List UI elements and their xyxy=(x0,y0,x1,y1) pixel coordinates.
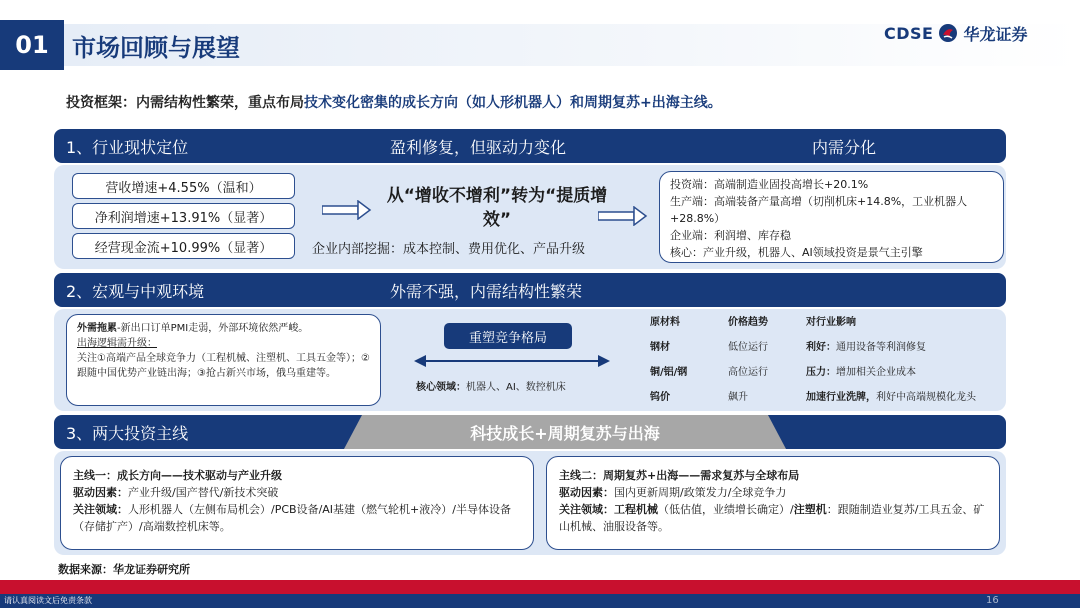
focus-highlight: 注塑机 xyxy=(793,503,827,516)
double-arrow-icon xyxy=(414,352,610,370)
mainline-two-card xyxy=(546,456,1000,550)
table-row-trend: 低位运行 xyxy=(728,342,768,353)
logo-cdse: CDSE xyxy=(884,23,934,43)
focus-label: 关注领域： xyxy=(73,503,128,516)
section2-theme: 外需不强，内需结构性繁荣 xyxy=(390,282,583,301)
table-row-impact xyxy=(806,338,926,353)
table-header-impact: 对行业影响 xyxy=(806,317,856,328)
section1-title: 1、行业现状定位 xyxy=(66,138,189,157)
table-header-material: 原材料 xyxy=(650,317,680,328)
mainline-one-title: 主线一：成长方向——技术驱动与产业升级 xyxy=(73,469,282,482)
mainline-two-focus xyxy=(559,501,987,535)
page-title: 市场回顾与展望 xyxy=(72,34,240,62)
table-row-material: 钨价 xyxy=(650,392,670,403)
core-fields xyxy=(416,378,626,393)
brand-logo xyxy=(884,22,1028,44)
center-headline: 从“增收不增利”转为“提质增效” xyxy=(386,186,608,230)
impact-label: 利好： xyxy=(806,342,836,353)
going-global-title: 出海逻辑需升级： xyxy=(77,338,157,349)
mainline-one-card xyxy=(60,456,534,550)
external-demand-box xyxy=(66,314,381,406)
focus-text: 人形机器人（左侧布局机会）/PCB设备/AI基建（燃气轮机+液冷）/半导体设备（存储扩产）/高端数控机床等。 xyxy=(73,503,511,533)
section3-title: 3、两大投资主线 xyxy=(66,424,189,443)
revenue-growth-pill: 营收增速+4.55%（温和） xyxy=(72,173,295,199)
impact-text: 通用设备等利润修复 xyxy=(836,342,926,353)
framework-plain: 内需结构性繁荣，重点布局 xyxy=(136,95,304,111)
mainline-one-driver xyxy=(73,484,521,501)
arrow-right-icon xyxy=(598,206,648,226)
production-line: 生产端：高端装备产量高增（切削机床+14.8%，工业机器人+28.8%） xyxy=(670,195,968,225)
footer-disclaimer: 请认真阅读文后免责条款 xyxy=(0,594,1080,608)
framework-label: 投资框架： xyxy=(66,95,136,111)
net-profit-growth-pill: 净利润增速+13.91%（显著） xyxy=(72,203,295,229)
mainline-two-title: 主线二：周期复苏+出海——需求复苏与全球布局 xyxy=(559,469,800,482)
focus-text: ：跟随制造业复苏/工具五金、矿山机械、油服设备等。 xyxy=(559,503,985,533)
table-row-trend: 高位运行 xyxy=(728,367,768,378)
core-line: 核心：产业升级，机器人、AI领域投资是景气主引擎 xyxy=(670,246,923,259)
external-demand-headline xyxy=(77,321,370,336)
focus-highlight: 工程机械 xyxy=(614,503,658,516)
investment-framework xyxy=(66,92,722,112)
dragon-icon xyxy=(938,23,958,43)
driver-text: 国内更新周期/政策发力/全球竞争力 xyxy=(614,486,787,499)
core-fields-label: 核心领域： xyxy=(416,382,466,393)
driver-label: 驱动因素： xyxy=(559,486,614,499)
section2-bar xyxy=(54,273,1006,307)
table-row-material: 钢材 xyxy=(650,342,670,353)
focus-label: 关注领域： xyxy=(559,503,614,516)
section-number: 01 xyxy=(0,20,64,70)
section1-theme: 盈利修复，但驱动力变化 xyxy=(390,138,567,157)
center-subline: 企业内部挖掘：成本控制、费用优化、产品升级 xyxy=(312,242,586,257)
driver-label: 驱动因素： xyxy=(73,486,128,499)
impact-label: 压力： xyxy=(806,367,836,378)
investment-line: 投资端：高端制造业固投高增长+20.1% xyxy=(670,178,869,191)
external-drag-label: 外需拖累 xyxy=(77,323,117,334)
arrow-right-icon xyxy=(322,200,372,220)
going-global-body: 关注①高端产品全球竞争力（工程机械、注塑机、工具五金等）；②跟随中国优势产业链出海；③抢占新兴市场，俄乌重建等。 xyxy=(77,353,370,379)
section3-theme: 科技成长+周期复苏与出海 xyxy=(470,424,660,443)
table-row-impact xyxy=(806,363,916,378)
table-row-impact xyxy=(806,388,1004,403)
section1-right: 内需分化 xyxy=(812,138,877,157)
section2-title: 2、宏观与中观环境 xyxy=(66,282,205,301)
core-fields-text: 机器人、AI、数控机床 xyxy=(466,382,566,393)
impact-text: 增加相关企业成本 xyxy=(836,367,916,378)
impact-text: 利好中高端规模化龙头 xyxy=(876,392,976,403)
footer-red-band xyxy=(0,580,1080,594)
mainline-two-driver xyxy=(559,484,987,501)
framework-highlight: 技术变化密集的成长方向（如人形机器人）和周期复苏+出海主线。 xyxy=(304,95,722,111)
mainline-one-focus xyxy=(73,501,521,535)
external-drag-text: -新出口订单PMI走弱，外部环境依然严峻。 xyxy=(117,323,309,334)
domestic-demand-box xyxy=(659,171,1004,263)
reshape-competition-button: 重塑竞争格局 xyxy=(444,323,572,349)
data-source: 数据来源：华龙证券研究所 xyxy=(58,563,190,576)
driver-text: 产业升级/国产替代/新技术突破 xyxy=(128,486,279,499)
section1-bar xyxy=(54,129,1006,163)
enterprise-line: 企业端：利润增、库存稳 xyxy=(670,229,791,242)
table-header-trend: 价格趋势 xyxy=(728,317,768,328)
logo-cn: 华龙证券 xyxy=(963,24,1028,44)
table-row-material: 铜/铝/钢 xyxy=(650,367,688,378)
impact-label: 加速行业洗牌， xyxy=(806,392,876,403)
table-row-trend: 飙升 xyxy=(728,392,748,403)
focus-text: （低估值，业绩增长确定）/ xyxy=(658,503,794,516)
cashflow-growth-pill: 经营现金流+10.99%（显著） xyxy=(72,233,295,259)
page-number: 16 xyxy=(986,595,999,606)
